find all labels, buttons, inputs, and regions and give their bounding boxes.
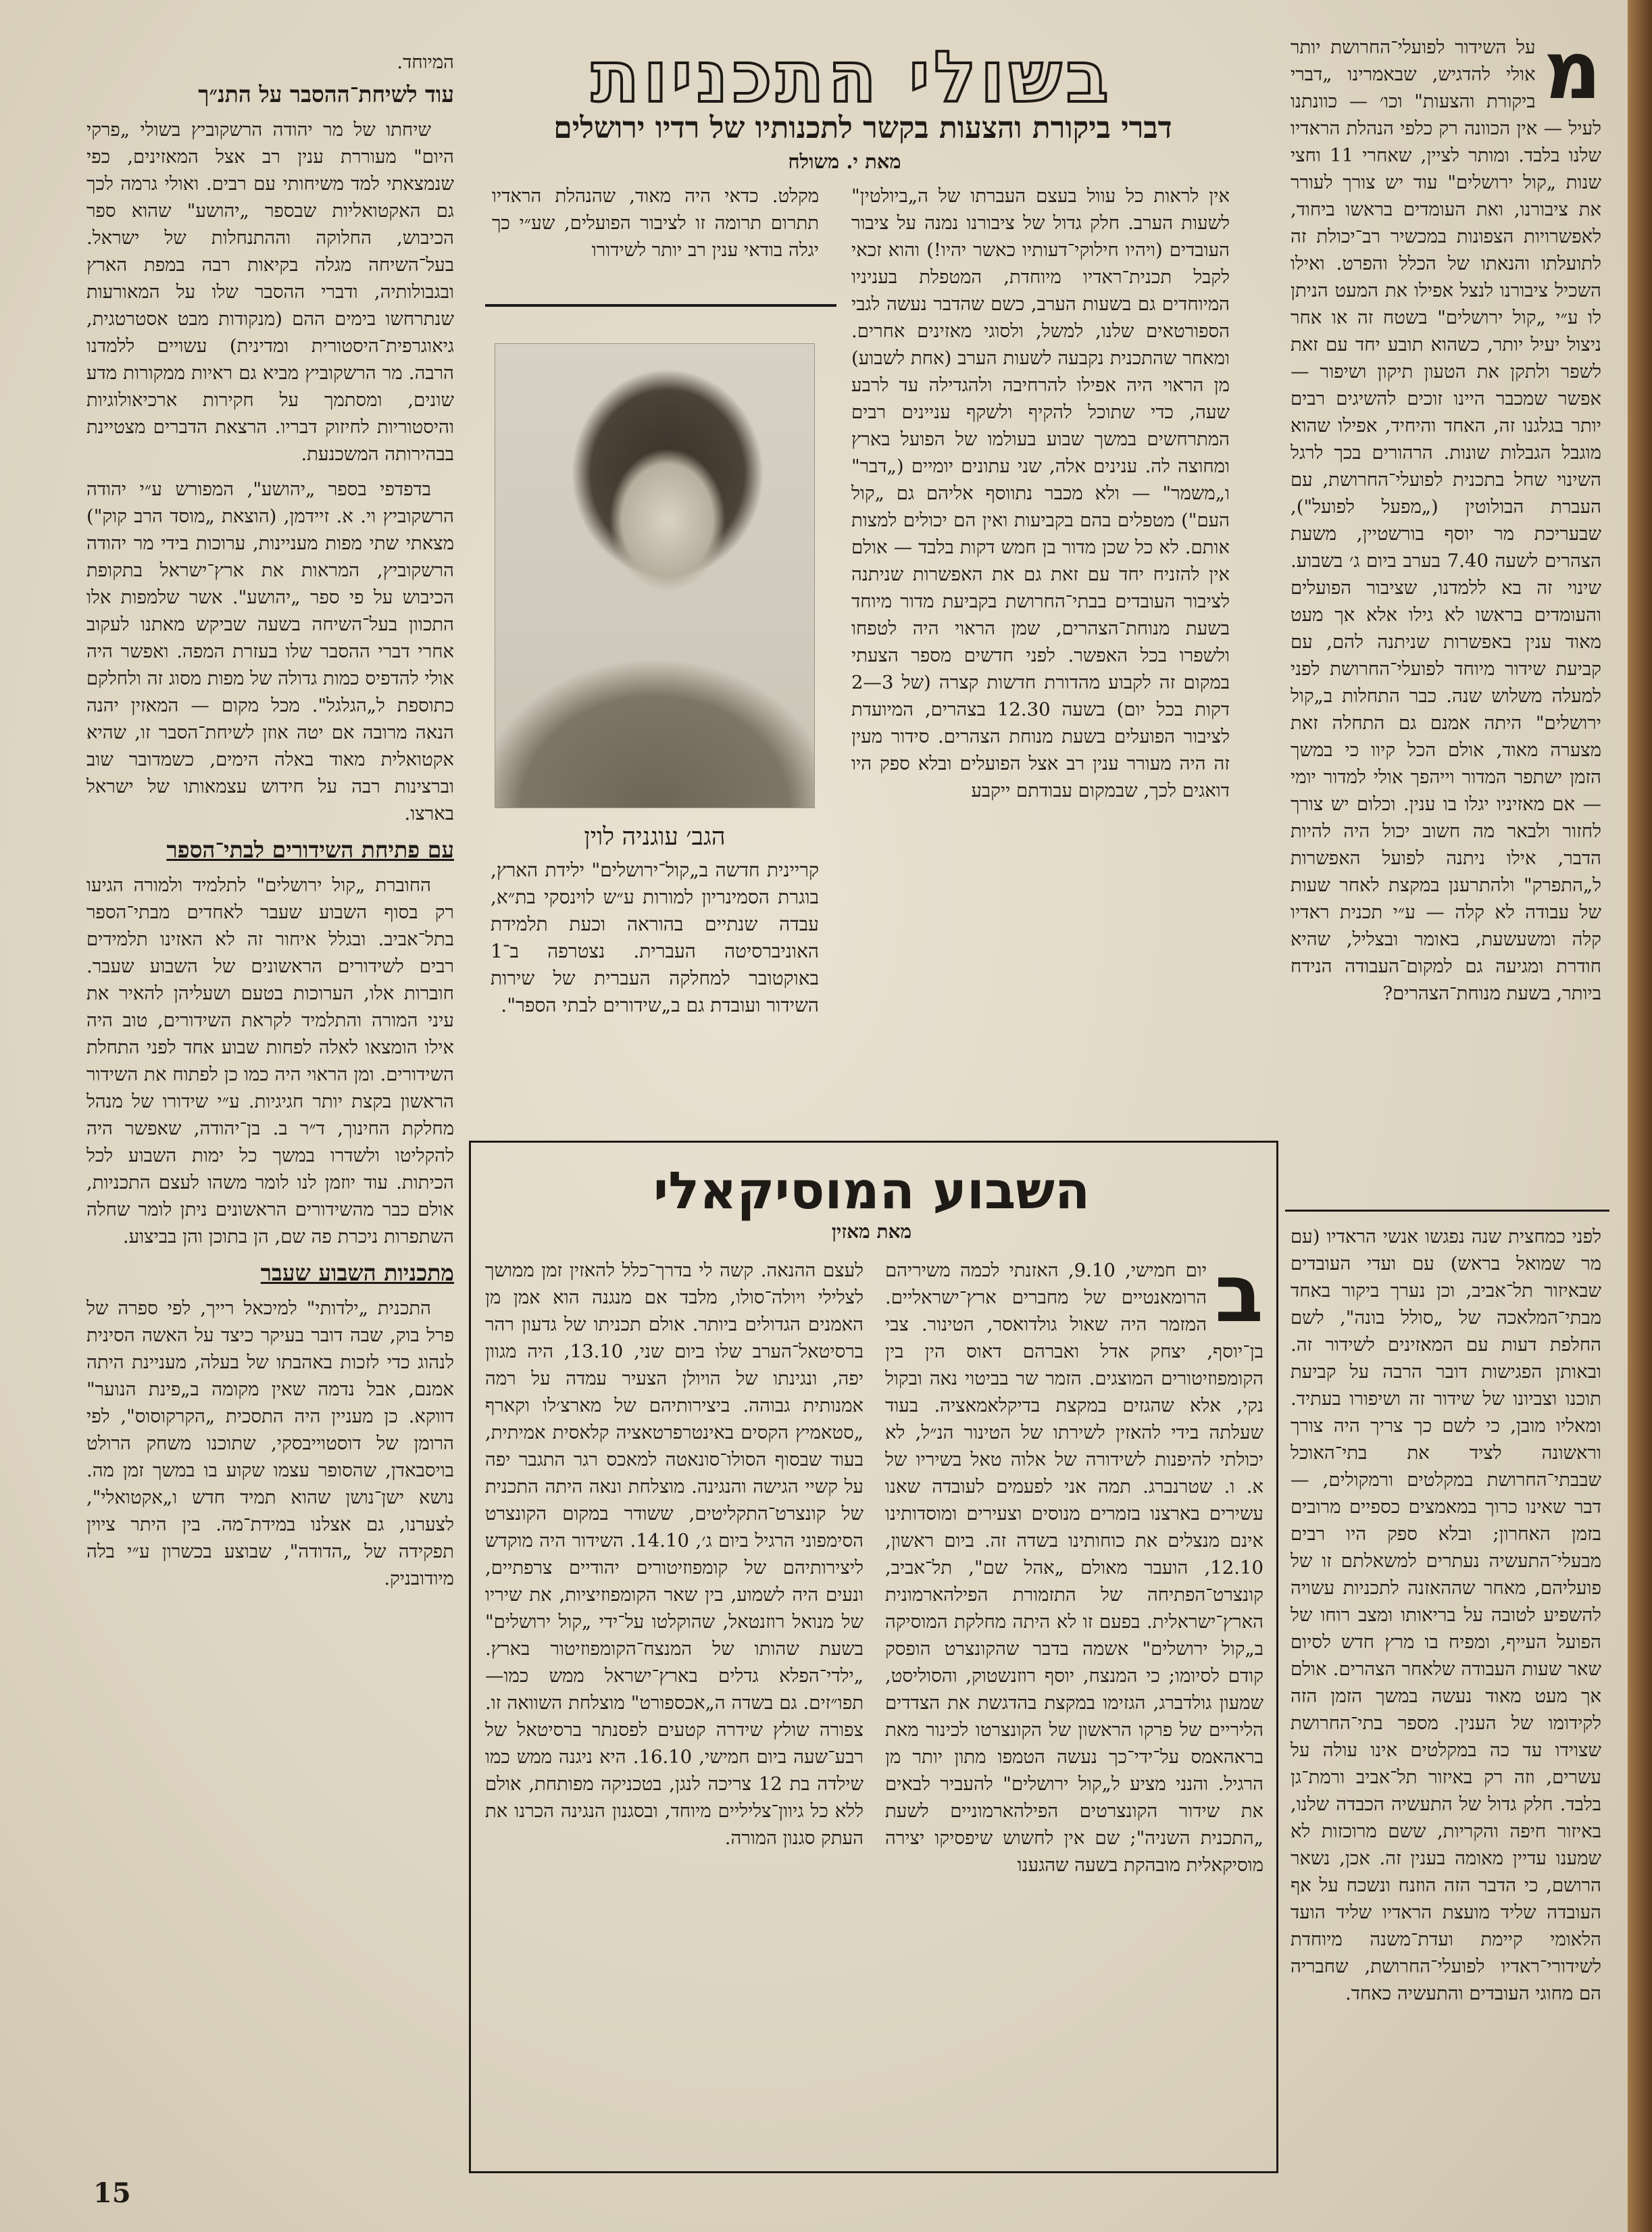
- caption-name: הגב׳ עוגניה לוין: [584, 823, 726, 851]
- caption-text: קריינית חדשה ב„קול־ירושלים" ילידת הארץ, בוגרת הסמינריון למורות ע״ש לוינסקי בת״א, עבדה שנתיים בהוראה וכעת תלמידת האוניברסיטה העברית. נצטרפה ב־1 באוקטובר למחלקה העברית של שירות השידור ועובדת גם ב„שידורים לבתי הספר".: [491, 859, 819, 1016]
- music-section-byline: מאת מאזין: [831, 1220, 912, 1243]
- music-column-right: [885, 1257, 1263, 2162]
- music-column-left: [485, 1257, 863, 2162]
- section-heading: עם פתיחת השידורים לבתי־הספר: [166, 837, 454, 863]
- paragraph: שיחתו של מר יהודה הרשקוביץ בשולי „פרקי היום" מעוררת ענין רב אצל המאזינים, כפי שנמצאתי למד משיחותי עם רבים. ואולי גרמה לכך גם האקטואליות שבספר „יהושע" שהוא ספר הכיבוש, החלוקה וההתנחלות של ישראל. בעל־השיחה מגלה בקיאות רבה במפת הארץ ובגבולותיה, ודברי ההסבר שלו על המאורעות שנתרחשו בימים ההם (מנקודות מבט אסטרטגית, גיאוגרפית־היסטורית ומדינית) עשויים ללמדנו הרבה. מר הרשקוביץ מביא גם ראיות ממקורות מדע שונים, ומסתמך על חקירות ארכיאולוגיות והיסטוריות לחיזוק דבריו. הרצאת הדברים מצטיינת בבהירותה המשכנעת.: [86, 119, 454, 465]
- music-section-title: השבוע המוסיקאלי: [653, 1160, 1091, 1220]
- drop-cap: מ: [1543, 34, 1601, 117]
- column-text: המיוחד.: [397, 51, 454, 73]
- column-divider: [1285, 1210, 1609, 1212]
- column-left: [86, 49, 454, 2157]
- paragraph: החוברת „קול ירושלים" לתלמיד ולמורה הגיעו רק בסוף השבוע שעבר לאחדים מבתי־הספר בתל־אביב. ובגלל איחור זה לא האזינו תלמידים רבים לשידורים הראשונים של השבוע שעבר. חוברות אלו, הערוכות בטעם ושעליהן להאיר את עיני המורה והתלמיד לקראת השידורים, טוב היה אילו הומצאו לאלה לפחות שבוע אחד לפני התחלת השידורים. ומן הראוי היה כמו כן לפתוח את השידור הראשון בקצת יותר חגיגיות. ע״י שידורו של מנהל מחלקת החינוך, ד״ר ב. בן־יהודה, שאפשר היה להקליטו ולשדרו במשך כל ימות השבוע לכל הכיתות. עוד יוזמן לנו לומר משהו לעצם התכניות, אולם כבר מהשידורים הראשונים ניתן לומר שחלה השתפרות ניכרת פה שם, הן בתוכן והן בביצוע.: [86, 874, 454, 1247]
- section-heading: עוד לשיחת־ההסבר על התנ״ך: [198, 81, 454, 107]
- column-photo-top: [492, 182, 819, 297]
- section-divider: [485, 304, 836, 307]
- column-text: על השידור לפועלי־החרושת יותר אולי להדגיש, שבאמרינו „דברי ביקורת והצעות" וכו׳ — כוונתנו לעיל — אין הכוונה רק כלפי הנהלת הראדיו שלנו בלבד. ומותר לציין, שאחרי 11 וחצי שנות „קול ירושלים" עוד יש צורך לעורר את ציבורנו, ואת העומדים בראשו ביחוד, לאפשרויות הצפונות במכשיר רב־יכולת זה לתועלתו והנאתו של הכלל והפרט. ואילו השכיל ציבורנו לנצל אפילו את המעט הניתן לו ע״י „קול ירושלים" בשטח זה או אחר ניצול יעיל יותר, כשהוא תובע יחד עם זאת לשפר ולתקן את הטעון תיקון ושיפור — אפשר שמכבר היינו זוכים להשיגים רבים יותר בגלגנו זה, האחד והיחיד, אפילו שהוא מוגבל הגבלות שונות. הרהורים בכך לרגל השינוי שחל בתכנית לפועלי־החרושת, עם העברת הבולוטין („מפעל לפועל"), שבעריכת מר יוסף בורשטיין, משעת הצהרים לשעה 7.40 בערב ביום ג׳ בשבוע. שינוי זה בא ללמדנו, שציבור הפועלים והעומדים בראשו לא גילו אלא אך מעט מאוד ענין באפשרות שניתנה להם, עם קביעת שידור מיוחד לפועלי־החרושת לפני למעלה משלוש שנה. כבר התחלות ב„קול ירושלים" היתה אמנם גם התחלה זאת מצערה מאוד, אולם הכל קיוו כי במשך הזמן ישתפר המדור וייהפך אולי למדור יומי — אם מאזיניו יגלו בו ענין. וכלום יש צורך לחזור ולבאר מה חשוב יכול היה להיות הדבר, אילו ניתנה לפועל האפשרות ל„התפרק" ולהתרענן במקצת לאחר שעות של עבודה לא קלה — ע״י תכנית ראדיו קלה ומשעשעת, באומר ובצליל, שהיא חודרת ומגיעה גם למקום־העבודה הנידח ביותר, בשעת מנוחת־הצהרים?: [1291, 36, 1601, 1004]
- drop-cap: ב: [1215, 1257, 1263, 1340]
- paragraph: התכנית „ילדותי" למיכאל רייך, לפי ספרה של פרל בוק, שבה דובר בעיקר כיצד על האשה הסינית לנהוג כדי לזכות באהבתו של בעלה, מעניינת היתה אמנם, אבל נדמה שאין מקומה ב„פינת הנוער" דווקא. כן מעניין היה התסכית „הקרקוסוס", לפי הרומן של דוסטוייבסקי, שתוכנו משחק הרולט בויסבאדן, שהסופר עצמו שקוע בו במשך זמן מה. נושא ישן־נושן שהוא תמיד חדש ו„אקטואלי", לצערנו, גם אצלנו במידת־מה. בין היתר ציוין תפקידה של „הדודה", שבוצע בכשרון ע״י בלה מיודובניק.: [86, 1297, 454, 1589]
- binding-spine: [1628, 0, 1652, 2232]
- column-right-bottom: [1291, 1223, 1601, 2169]
- column-text: מקלט. כדאי היה מאוד, שהנהלת הראדיו תתרום תרומה זו לציבור הפועלים, שע״י כך יגלה בודאי ענין רב יותר לשידורו: [492, 185, 819, 261]
- section-heading: מתכניות השבוע שעבר: [260, 1260, 454, 1286]
- article-headline: בשולי התכניות: [591, 36, 1113, 118]
- column-text: לפני כמחצית שנה נפגשו אנשי הראדיו (עם מר שמואל בראש) עם ועדי העובדים שבאיזור תל־אביב, וכן נערך ביקור באחד מבתי־המלאכה של „סולל בונה", לשם החלפת דעות עם המאזינים לשידור זה. ובאותן הפגישות דובר הרבה על קביעת תוכנו וצביונו של שידור זה ושיפורו בעתיד. ומאליו מובן, כי לשם כך צריך היה צורך וראשונה לציד את בתי־האוכל שבבתי־החרושת במקלטים ורמקולים, — דבר שאינו כרוך במאמצים כספיים מרובים בזמן האחרון; ובלא ספק היו רבים מבעלי־התעשיה נעתרים למשאלתם זו של פועליהם, מאחר שההאזנה לתכניות עשויה להשפיע לטובה על בריאותו ומצב רוחו של הפועל העייף, ומפיח בו מרץ חדש לסיום שאר שעות העבודה שלאחר הצהרים. אולם אך מעט מאוד נעשה במשך הזמן הזה לקידומו של הענין. מספר בתי־החרושת שצוידו עד כה במקלטים אינו עולה על עשרים, וזה רק באיזור תל־אביב ורמת־גן בלבד. חלק גדול של התעשיה הכבדה שלנו, באיזור חיפה והקריות, ששם מרוכזות לא שמענו עדיין מאומה בענין זה. אכן, נשאר הרושם, כי הדבר הזה הוזנח ונשכח על אף העובדה שליד מועצת הראדיו שליד הועד הלאומי קיימת ועדת־משנה מיוחדת לשידורי־ראדיו לפועלי־החרושת, שחבריה הם מחוגי העובדים והתעשיה כאחד.: [1291, 1226, 1601, 2004]
- column-text: אין לראות כל עוול בעצם העברתו של ה„ביולטין" לשעות הערב. חלק גדול של ציבורנו נמנה על ציבור העובדים (ויהיו חילוקי־דעותיו כאשר יהיו!) והוא זכאי לקבל תכנית־ראדיו מיוחדת, המטפלת בעניניו המיוחדים גם בשעות הערב, כשם שהדבר נעשה לגבי הספורטאים שלנו, למשל, ולסוגי מאזינים אחרים. ומאחר שהתכנית נקבעה לשעות הערב (אחת לשבוע) מן הראוי היה אפילו להרחיבה ולהגדילה עד לרבע שעה, כדי שתוכל להקיף ולשקף עניינים רבים המתרחשים במשך שבוע בעולמו של הפועל בארץ ומחוצה לה. ענינים אלה, שני עתונים יומיים („דבר" ו„משמר" — ולא מכבר נתווסף אליהם גם „קול העם") מטפלים בהם בקביעות ואין הם יכולים למצות אותם. לא כל שכן מדור בן חמש דקות בלבד — אולם אין להזניח יחד עם זאת גם את האפשרות שניתנה לציבור העובדים בבתי־החרושת בקביעת מדור מיוחד בשעת מנוחת־הצהרים, שמן הראוי היה לטפחו ולשפרו בכל האפשר. לפני חדשים מספר הצעתי במקום זה לקבוע מהדורת חדשות קצרה (של 3—2 דקות בכל יום) בשעה 12.30 בצהרים, המיועדת לציבור הפועלים בשעת מנוחת הצהרים. סידור מעין זה היה מעורר ענין רב אצל הפועלים ובלא ספק היו דואגים לכך, שבמקום עבודתם ייקבע: [851, 185, 1230, 801]
- paragraph: בדפדפי בספר „יהושע", המפורש ע״י יהודה הרשקוביץ וי. א. זיידמן, (הוצאת „מוסד הרב קוק") מצאתי שתי מפות מעניינות, ערוכות בידי מר יהודה הרשקוביץ, המראות את ארץ־ישראל בתקופת הכיבוש על פי ספר „יהושע". אשר שלמפות אלו התכוון בעל־השיחה בשעה שביקש מאתנו לעקוב אחרי דברי ההסבר שלו בעזרת המפה. ואפשר היה אולי להדפיס כמות גדולה של מפות מסוג זה ולחלקם כתוספת ל„הגלגל". מכל מקום — המאזין יהנה הנאה מרובה אם יטה אוזן לשיחת־הסבר זו, שהיא אקטואלית מאוד באלה הימים, כשמדובר שוב וברצינות רבה על חידוש עצמאותו של ישראל בארצו.: [86, 478, 454, 824]
- article-subheadline: דברי ביקורת והצעות בקשר לתכנותיו של רדיו ירושלים: [553, 111, 1172, 145]
- article-byline: מאת י. משולח: [788, 150, 901, 173]
- portrait-photo: [495, 343, 815, 808]
- column-middle: [851, 182, 1230, 1129]
- page-number: 15: [93, 2177, 131, 2209]
- photo-caption: [491, 822, 819, 1092]
- column-text: יום חמישי, 9.10, האזנתי לכמה משיריהם הרומאנטיים של מחברים ארץ־ישראליים. המזמר היה שאול גולדואסר, הטינור. צבי בן־יוסף, יצחק אדל ואברהם דאוס הין בין הקומפוזיטורים המוצגים. הזמר שר בביטוי נאה ובקול נקי, אלא שהגזים במקצת בדיקלאמאציה. בעוד שעלתה בידי להאזין לשירתו של הטינור הנ״ל, לא יכולתי להיפנות לשידורה של אלוה טאל בשיריו של א. ו. שטרנברג. תמה אני לפעמים לעובדה שאנו עשירים בארצנו בזמרים מנוסים וצעירים ומוסדותינו אינם מנצלים את כוחותינו בשדה זה. ביום ראשון, 12.10, הועבר מאולם „אהל שם", תל־אביב, קונצרט־הפתיחה של התזמורת הפילהארמונית הארץ־ישראלית. בפעם זו לא היתה מחלקת המוסיקה ב„קול ירושלים" אשמה בדבר שהקונצרט הופסק קודם לסיומו; כי המנצח, יוסף רוזנשטוק, והסוליסט, שמעון גולדברג, הגזימו במקצת בהדגשת את הצדדים הליריים של פרקו הראשון של הקונצרטו לכינור מאת בראהאמס על־ידי־כך נעשה הטמפו מתון יותר מן הרגיל. והנני מציע ל„קול ירושלים" להעביר לבאים את שידור הקונצרטים הפילהארמוניים לשעת „התכנית השניה"; שם אין לחשוש שיפסיקו יצירה מוסיקאלית מובהקת בשעה שהגענו: [885, 1260, 1263, 1876]
- column-right-top: [1291, 34, 1601, 1193]
- column-text: לעצם ההנאה. קשה לי בדרך־כלל להאזין זמן ממושך לצלילי ויולה־סולו, מלבד אם מנגנה הוא אמן מן האמנים הגדולים ביותר. אולם תכניתו של גדעון רהר ברסיטאל־הערב שלו ביום שני, 13.10, היה מגוון יפה, ונגינתו של הויולן הצעיר עמדה על רמה אמנותית גבוהה. ביצירותיהם של מארצ׳לו וקארף „סטאמיץ הקסים באינטרפרטאציה קלאסית אמיתית, בעוד שבסוף הסולו־סונאטה למאכס רגר התגבר יפה על קשיי הגישה והנגינה. מוצלחת ונאה היתה התכנית של קונצרט־התקליטים, ששודר במקום הקונצרט הסימפוני הרגיל ביום ג׳, 14.10. השידור היה מוקדש ליצירותיהם של קומפוזיטורים יהודיים צרפתיים, ונעים היה לשמוע, בין שאר הקומפוזיציות, את שיריו של מנואל רוזנטאל, שהוקלטו על־ידי „קול ירושלים" בשעת שהותו של המנצח־הקומפוזיטור בארץ. „ילדי־הפלא גדלים בארץ־ישראל ממש כמו—תפו״זים. גם בשדה ה„אכספורט" מוצלחת השוואה זו. צפורה שולץ שידרה קטעים לפסנתר ברסיטאל של רבע־שעה ביום חמישי, 16.10. היא ניגנה ממש כמו שילדה בת 12 צריכה לנגן, בטכניקה מפותחת, אולם ללא כל גיוון־צליליים מיוחד, ובסגנון הנגינה הכרנו את העתק סגנון המורה.: [485, 1260, 863, 1849]
